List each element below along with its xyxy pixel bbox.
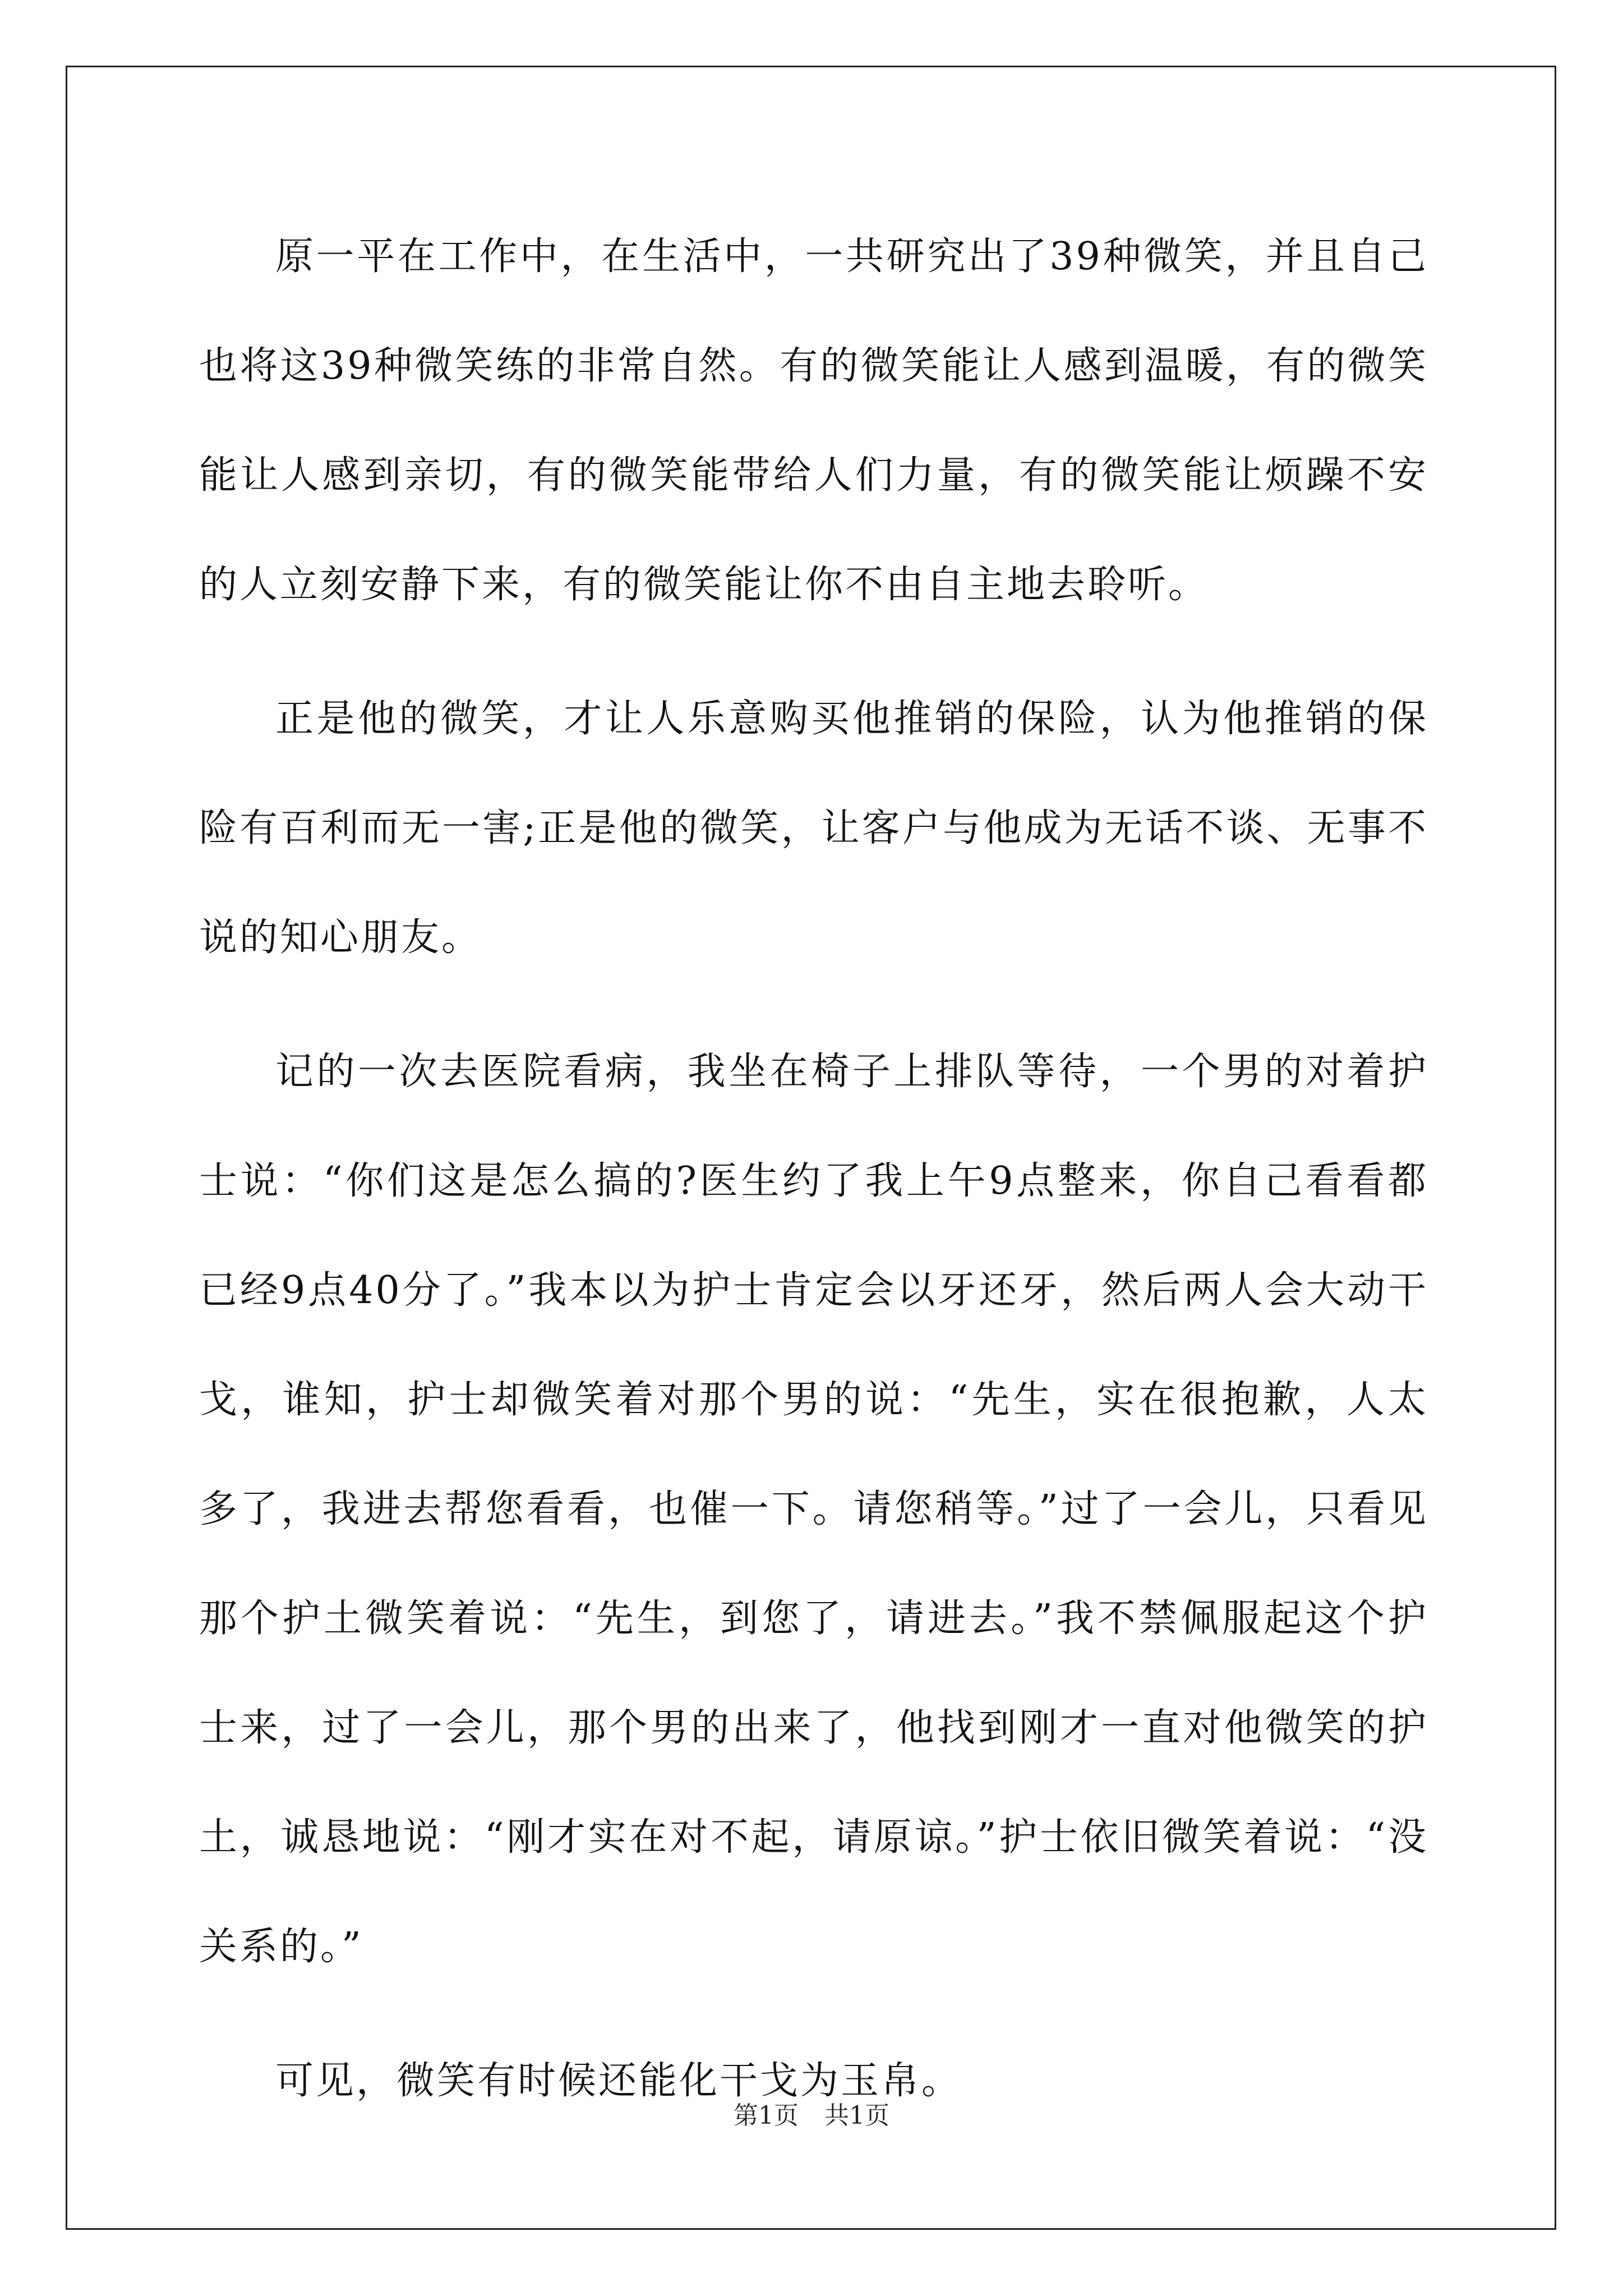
document-body [199, 202, 1428, 2160]
paragraph-3: 记的一次去医院看病，我坐在椅子上排队等待，一个男的对着护士说：“你们这是怎么搞的?医生约了我上午9点整来，你自己看看都已经9点40分了。”我本以为护士肯定会以牙还牙，然后两人会大动干戈，谁知，护士却微笑着对那个男的说：“先生，实在很抱歉，人太多了，我进去帮您看看，也催一下。请您稍等。”过了一会儿，只看见那个护土微笑着说：“先生，到您了，请进去。”我不禁佩服起这个护士来，过了一会儿，那个男的出来了，他找到刚才一直对他微笑的护土，诚恳地说：“刚才实在对不起，请原谅。”护士依旧微笑着说：“没关系的。” [199, 1050, 1428, 1969]
page-footer [0, 2095, 1623, 2131]
page-number-current: 第1页 [734, 2101, 799, 2130]
paragraph-2: 正是他的微笑，才让人乐意购买他推销的保险，认为他推销的保险有百利而无一害;正是他的微笑，让客户与他成为无话不谈、无事不说的知心朋友。 [199, 697, 1428, 960]
paragraph-4: 可见，微笑有时候还能化干戈为玉帛。 [275, 2059, 962, 2103]
page-number-total: 共1页 [824, 2101, 889, 2130]
paragraph-1: 原一平在工作中，在生活中，一共研究出了39种微笑，并且自己也将这39种微笑练的非常自然。有的微笑能让人感到温暖，有的微笑能让人感到亲切，有的微笑能带给人们力量，有的微笑能让烦躁不安的人立刻安静下来，有的微笑能让你不由自主地去聆听。 [199, 234, 1428, 607]
